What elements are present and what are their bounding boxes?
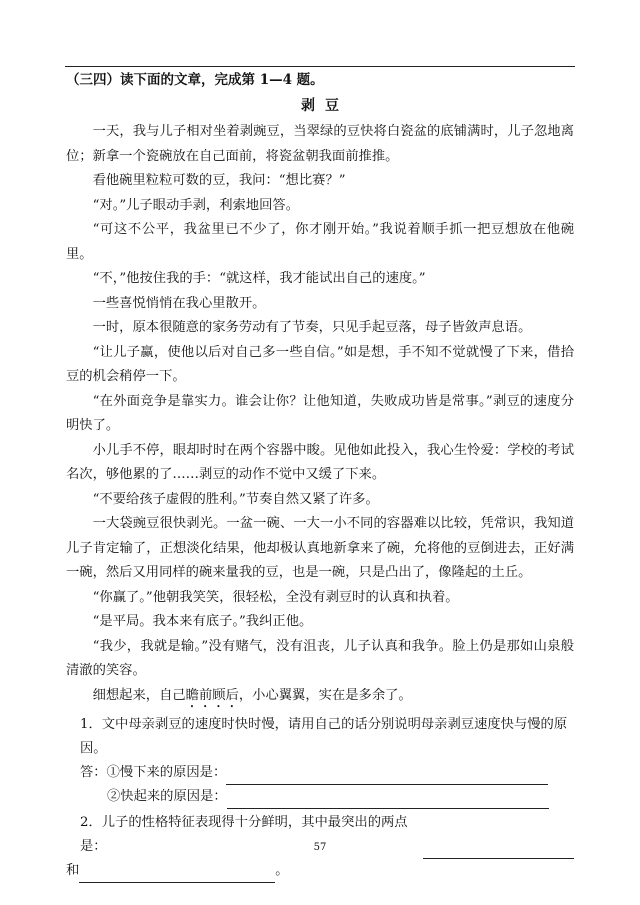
paragraph-13: “你赢了。”他朝我笑笑，很轻松，全没有剥豆时的认真和执着。 — [92, 589, 459, 605]
paragraph-final — [66, 684, 574, 711]
emphasized-phrase: 瞻前顾后 — [185, 687, 239, 703]
question-2-row-2 — [66, 859, 574, 883]
questions-section — [66, 713, 574, 883]
paragraph-14: “是平局。我本来有底子。”我纠正他。 — [92, 614, 313, 629]
answer-1-row — [66, 761, 574, 785]
question-2-connector: 和 — [66, 862, 80, 878]
paragraph-7: 一时，原本很随意的家务劳动有了节奏，只见手起豆落，母子皆敛声息语。 — [92, 320, 532, 335]
answer-1b-blank[interactable] — [227, 792, 549, 809]
answer-1b-row — [66, 785, 574, 809]
paragraph-6: 一些喜悦悄悄在我心里散开。 — [92, 295, 266, 311]
final-text-before: 细想起来，自己 — [92, 687, 186, 703]
paragraph-1: 一天，我与儿子相对坐着剥豌豆，当翠绿的豆快将白瓷盆的底铺满时，儿子忽地离位；新拿一个瓷碗放在自己面前，将瓷盆朝我面前推推。 — [66, 124, 574, 164]
paragraph-11: “不要给孩子虚假的胜利。”节奏自然又紧了许多。 — [92, 491, 379, 507]
paragraph-9: “在外面竞争是靠实力。谁会让你？让他知道，失败成功皆是常事。”剥豆的速度分明快了。 — [66, 393, 574, 433]
paragraph-15: “我少，我就是输。”没有赌气，没有沮丧，儿子认真和我争。脸上仍是那如山泉般清澈的笑容。 — [66, 638, 574, 678]
page-number: 57 — [313, 842, 327, 853]
document-page — [66, 70, 574, 883]
final-text-after: ，小心翼翼，实在是多余了。 — [238, 687, 412, 703]
paragraph-8: “让儿子赢，使他以后对自己多一些自信。”如是想，手不知不觉就慢了下来，借拾豆的机会稍停一下。 — [66, 344, 574, 384]
question-2: 2．儿子的性格特征表现得十分鲜明，其中最突出的两点是： — [80, 814, 408, 854]
header-rule — [65, 66, 575, 67]
paragraph-10: 小儿手不停，眼却时时在两个容器中睃。见他如此投入，我心生怜爱：学校的考试名次，够他累的了……剥豆的动作不觉中又缓了下来。 — [66, 442, 574, 482]
answer-1a-blank[interactable] — [226, 768, 548, 785]
paragraph-5: “不，”他按住我的手：“就这样，我才能试出自己的速度。” — [92, 271, 426, 286]
question-2-end: 。 — [275, 862, 289, 878]
paragraph-2: 看他碗里粒粒可数的豆，我问：“想比赛？” — [92, 173, 346, 188]
paragraph-4: “可这不公平，我盆里已不少了，你才刚开始。”我说着顺手抓一把豆想放在他碗里。 — [66, 222, 574, 262]
paragraph-3: “对。”儿子眼动手剥，利索地回答。 — [92, 197, 299, 213]
question-1: 1．文中母亲剥豆的速度时快时慢，请用自己的话分别说明母亲剥豆速度快与慢的原因。 — [80, 716, 568, 756]
answer-1b-label: ②快起来的原因是： — [107, 788, 227, 804]
paragraph-12: 一大袋豌豆很快剥光。一盆一碗、一大一小不同的容器难以比较，凭常识，我知道儿子肯定输了，正想淡化结果，他却极认真地新拿来了碗，允将他的豆倒进去，正好满一碗，然后又用同样的碗来量我的豆，也是一碗，只是凸出了，像隆起的土丘。 — [66, 516, 574, 580]
answer-1a-label: ①慢下来的原因是： — [106, 764, 227, 780]
answer-2b-blank[interactable] — [79, 866, 275, 883]
section-heading: （三四）读下面的文章，完成第 1—4 题。 — [66, 72, 324, 88]
answer-label: 答： — [80, 764, 107, 780]
article-title: 剥豆 — [301, 98, 349, 114]
